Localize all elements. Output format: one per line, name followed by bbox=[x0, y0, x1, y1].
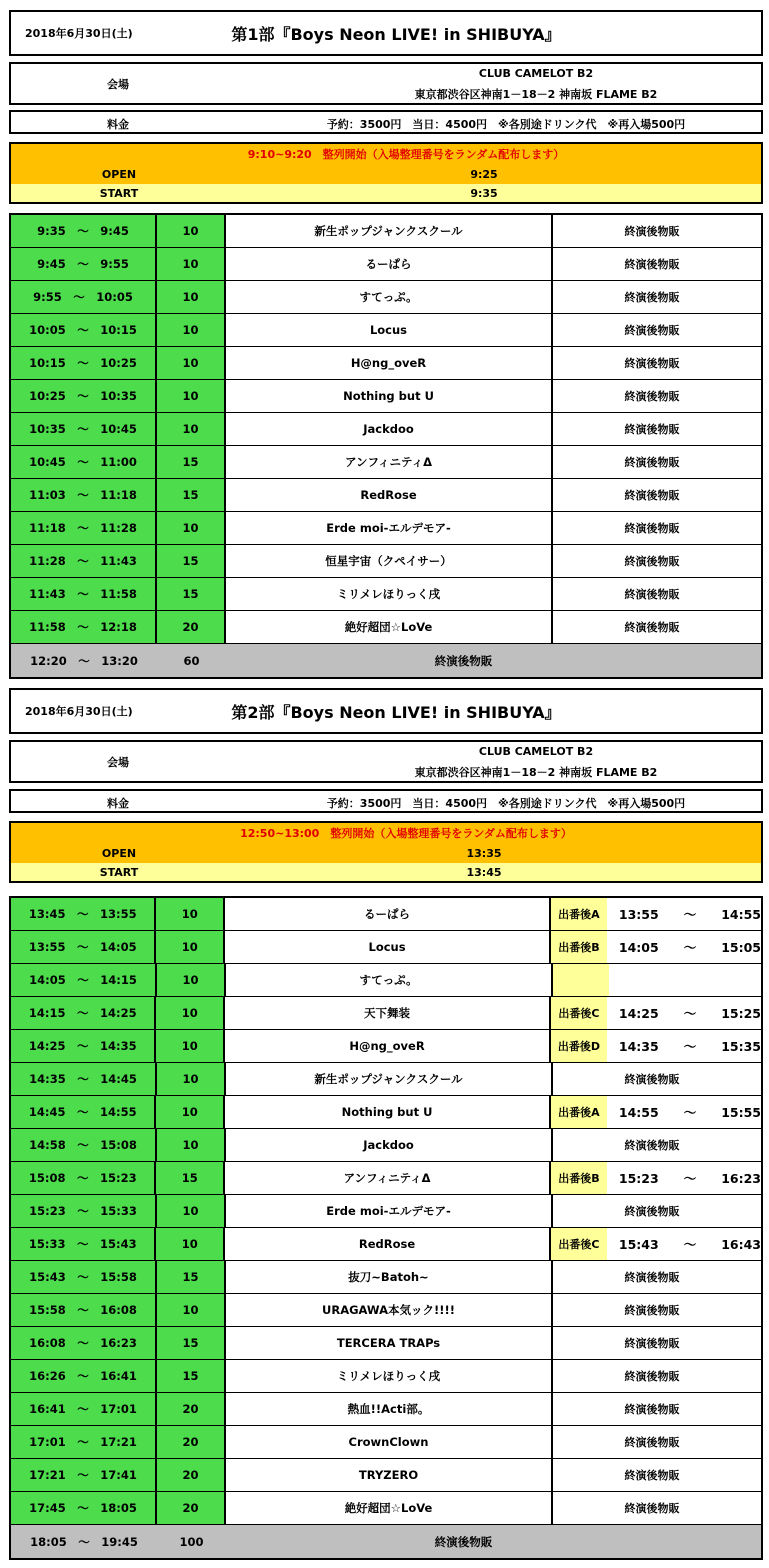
performer-name: アンフィニティΔ bbox=[226, 446, 553, 478]
slot-duration: 15 bbox=[157, 479, 226, 511]
slot-duration: 10 bbox=[156, 1030, 225, 1062]
merch-slot bbox=[551, 898, 761, 930]
slot-time: 17:21 ～ 17:41 bbox=[11, 1459, 157, 1491]
slot-duration: 10 bbox=[157, 347, 226, 379]
fee-text: 予約：3500円 当日：4500円 ※各別途ドリンク代 ※再入場500円 bbox=[326, 118, 686, 131]
merch-note: 終演後物販 bbox=[553, 1063, 761, 1095]
open-row bbox=[11, 843, 761, 863]
table-row bbox=[11, 1327, 761, 1360]
performer-name: Nothing but U bbox=[225, 1096, 551, 1128]
merch-note: 終演後物販 bbox=[553, 1492, 761, 1524]
performer-name: 新生ポップジャンクスクール bbox=[226, 1063, 553, 1095]
slot-time: 13:55 ～ 14:05 bbox=[11, 931, 156, 963]
merch-note: 終演後物販 bbox=[553, 1327, 761, 1359]
venue-address: 東京都渋谷区神南1－18－2 神南坂 FLAME B2 bbox=[414, 88, 658, 101]
door-box bbox=[9, 821, 763, 883]
merch-note: 終演後物販 bbox=[553, 215, 761, 247]
slot-duration: 10 bbox=[157, 1063, 226, 1095]
slot-duration: 15 bbox=[157, 1261, 226, 1293]
slot-duration: 20 bbox=[157, 1459, 226, 1491]
slot-time: 16:41 ～ 17:01 bbox=[11, 1393, 157, 1425]
table-row bbox=[11, 1393, 761, 1426]
slot-time: 14:58 ～ 15:08 bbox=[11, 1129, 157, 1161]
merch-note: 終演後物販 bbox=[553, 347, 761, 379]
slot-time: 10:25 ～ 10:35 bbox=[11, 380, 157, 412]
slot-time: 15:33 ～ 15:43 bbox=[11, 1228, 156, 1260]
merch-group-badge bbox=[553, 964, 609, 996]
slot-duration: 10 bbox=[156, 1096, 225, 1128]
slot-time: 14:15 ～ 14:25 bbox=[11, 997, 156, 1029]
merch-note: 終演後物販 bbox=[553, 1195, 761, 1227]
merch-note: 終演後物販 bbox=[553, 512, 761, 544]
open-time: 13:35 bbox=[466, 846, 502, 860]
event-date: 2018年6月30日(土) bbox=[25, 27, 133, 40]
slot-duration: 10 bbox=[156, 931, 225, 963]
slot-time: 15:58 ～ 16:08 bbox=[11, 1294, 157, 1326]
part2-title-box bbox=[9, 688, 763, 734]
event-date: 2018年6月30日(土) bbox=[25, 705, 133, 718]
start-time: 13:45 bbox=[466, 865, 502, 879]
merch-note: 終演後物販 bbox=[553, 578, 761, 610]
slot-time: 11:43 ～ 11:58 bbox=[11, 578, 157, 610]
merch-time: 13:55 ～ 14:55 bbox=[618, 907, 761, 922]
start-label: START bbox=[99, 186, 139, 200]
merch-group-badge: 出番後C bbox=[551, 997, 607, 1029]
table-row bbox=[11, 1459, 761, 1492]
performer-name: Locus bbox=[226, 314, 553, 346]
slot-time: 15:43 ～ 15:58 bbox=[11, 1261, 157, 1293]
slot-time: 14:25 ～ 14:35 bbox=[11, 1030, 156, 1062]
part1-title-box bbox=[9, 10, 763, 56]
slot-duration: 15 bbox=[156, 1162, 225, 1194]
table-row bbox=[11, 1129, 761, 1162]
merch-group-badge: 出番後B bbox=[551, 931, 607, 963]
slot-time: 9:35 ～ 9:45 bbox=[11, 215, 157, 247]
final-merch-note: 終演後物販 bbox=[434, 653, 493, 668]
slot-duration: 15 bbox=[157, 446, 226, 478]
slot-duration: 10 bbox=[156, 997, 225, 1029]
table-row bbox=[11, 1261, 761, 1294]
merch-note: 終演後物販 bbox=[553, 479, 761, 511]
slot-time: 11:03 ～ 11:18 bbox=[11, 479, 157, 511]
merch-group-badge: 出番後A bbox=[551, 898, 607, 930]
table-row bbox=[11, 1294, 761, 1327]
lineup-notice: 9:10~9:20 整列開始（入場整理番号をランダム配布します） bbox=[11, 144, 761, 164]
performer-name: 絶好超団☆LoVe bbox=[226, 611, 553, 643]
merch-note: 終演後物販 bbox=[553, 413, 761, 445]
final-merch-duration: 100 bbox=[179, 1534, 204, 1549]
merch-time: 15:23 ～ 16:23 bbox=[618, 1171, 761, 1186]
fee-box bbox=[9, 110, 763, 134]
slot-time: 10:05 ～ 10:15 bbox=[11, 314, 157, 346]
slot-time: 16:08 ～ 16:23 bbox=[11, 1327, 157, 1359]
table-row bbox=[11, 1492, 761, 1525]
slot-time: 11:28 ～ 11:43 bbox=[11, 545, 157, 577]
final-merch-note: 終演後物販 bbox=[434, 1534, 493, 1549]
performer-name: H@ng_oveR bbox=[225, 1030, 551, 1062]
table-row bbox=[11, 1096, 761, 1129]
performer-name: TERCERA TRAPs bbox=[226, 1327, 553, 1359]
merch-note: 終演後物販 bbox=[553, 446, 761, 478]
table-row bbox=[11, 347, 761, 380]
slot-time: 10:45 ～ 11:00 bbox=[11, 446, 157, 478]
table-row bbox=[11, 479, 761, 512]
table-row bbox=[11, 1228, 761, 1261]
merch-note: 終演後物販 bbox=[553, 1129, 761, 1161]
merch-note: 終演後物販 bbox=[553, 314, 761, 346]
venue-name: CLUB CAMELOT B2 bbox=[478, 67, 594, 80]
merch-group-badge: 出番後B bbox=[551, 1162, 607, 1194]
merch-group-badge: 出番後D bbox=[551, 1030, 607, 1062]
final-merch-duration: 60 bbox=[183, 653, 200, 668]
final-merch-time: 18:05 ～ 19:45 bbox=[30, 1534, 138, 1549]
slot-duration: 10 bbox=[156, 1228, 225, 1260]
slot-duration: 10 bbox=[157, 314, 226, 346]
slot-time: 14:35 ～ 14:45 bbox=[11, 1063, 157, 1095]
slot-time: 10:35 ～ 10:45 bbox=[11, 413, 157, 445]
performer-name: すてっぷ。 bbox=[226, 281, 553, 313]
performer-name: URAGAWA本気ック!!!! bbox=[226, 1294, 553, 1326]
door-box bbox=[9, 142, 763, 204]
performer-name: 恒星宇宙（クペイサー） bbox=[226, 545, 553, 577]
merch-time: 14:05 ～ 15:05 bbox=[618, 940, 761, 955]
table-row bbox=[11, 545, 761, 578]
performer-name: Jackdoo bbox=[226, 1129, 553, 1161]
table-row bbox=[11, 446, 761, 479]
table-row bbox=[11, 248, 761, 281]
merch-slot bbox=[551, 1096, 761, 1128]
performer-name: RedRose bbox=[225, 1228, 551, 1260]
slot-time: 10:15 ～ 10:25 bbox=[11, 347, 157, 379]
venue-address: 東京都渋谷区神南1－18－2 神南坂 FLAME B2 bbox=[414, 766, 658, 779]
performer-name: 新生ポップジャンクスクール bbox=[226, 215, 553, 247]
merch-note: 終演後物販 bbox=[553, 1459, 761, 1491]
performer-name: 絶好超団☆LoVe bbox=[226, 1492, 553, 1524]
table-row bbox=[11, 512, 761, 545]
performer-name: 天下舞装 bbox=[225, 997, 551, 1029]
slot-duration: 10 bbox=[157, 413, 226, 445]
merch-note: 終演後物販 bbox=[553, 380, 761, 412]
performer-name: TRYZERO bbox=[226, 1459, 553, 1491]
slot-time: 13:45 ～ 13:55 bbox=[11, 898, 156, 930]
table-row bbox=[11, 1063, 761, 1096]
venue-box bbox=[9, 62, 763, 105]
performer-name: るーぱら bbox=[226, 248, 553, 280]
merch-note: 終演後物販 bbox=[553, 1360, 761, 1392]
performer-name: ミリメレほりっく戌 bbox=[226, 1360, 553, 1392]
merch-note: 終演後物販 bbox=[553, 281, 761, 313]
table-row bbox=[11, 281, 761, 314]
slot-time: 17:45 ～ 18:05 bbox=[11, 1492, 157, 1524]
table-row bbox=[11, 1426, 761, 1459]
slot-duration: 15 bbox=[157, 1360, 226, 1392]
final-merch-time: 12:20 ～ 13:20 bbox=[30, 653, 138, 668]
performer-name: すてっぷ。 bbox=[226, 964, 553, 996]
slot-duration: 20 bbox=[157, 611, 226, 643]
performer-name: Jackdoo bbox=[226, 413, 553, 445]
merch-slot bbox=[551, 1162, 761, 1194]
slot-time: 9:45 ～ 9:55 bbox=[11, 248, 157, 280]
slot-duration: 10 bbox=[157, 964, 226, 996]
event-title: 第1部『Boys Neon LIVE! in SHIBUYA』 bbox=[231, 24, 561, 44]
slot-time: 15:23 ～ 15:33 bbox=[11, 1195, 157, 1227]
merch-slot bbox=[551, 1228, 761, 1260]
performer-name: Nothing but U bbox=[226, 380, 553, 412]
performer-name: アンフィニティΔ bbox=[225, 1162, 551, 1194]
fee-label: 料金 bbox=[107, 797, 129, 810]
slot-duration: 10 bbox=[156, 898, 225, 930]
merch-slot bbox=[551, 931, 761, 963]
open-label: OPEN bbox=[101, 167, 137, 181]
merch-time: 14:55 ～ 15:55 bbox=[618, 1105, 761, 1120]
slot-duration: 10 bbox=[157, 512, 226, 544]
part1-schedule-table bbox=[9, 213, 763, 679]
fee-label: 料金 bbox=[107, 118, 129, 131]
performer-name: Erde moi-エルデモア- bbox=[226, 1195, 553, 1227]
slot-duration: 10 bbox=[157, 248, 226, 280]
performer-name: 熱血!!Acti部。 bbox=[226, 1393, 553, 1425]
lineup-notice: 12:50~13:00 整列開始（入場整理番号をランダム配布します） bbox=[11, 823, 761, 843]
merch-time: 14:25 ～ 15:25 bbox=[618, 1006, 761, 1021]
merch-note: 終演後物販 bbox=[553, 1426, 761, 1458]
start-label: START bbox=[99, 865, 139, 879]
slot-time: 17:01 ～ 17:21 bbox=[11, 1426, 157, 1458]
slot-time: 11:58 ～ 12:18 bbox=[11, 611, 157, 643]
slot-duration: 20 bbox=[157, 1492, 226, 1524]
merch-note: 終演後物販 bbox=[553, 545, 761, 577]
merch-note: 終演後物販 bbox=[553, 248, 761, 280]
fee-box bbox=[9, 789, 763, 813]
slot-time: 11:18 ～ 11:28 bbox=[11, 512, 157, 544]
open-label: OPEN bbox=[101, 846, 137, 860]
merch-note: 終演後物販 bbox=[553, 611, 761, 643]
start-row bbox=[11, 863, 761, 881]
slot-duration: 10 bbox=[157, 1195, 226, 1227]
table-row bbox=[11, 964, 761, 997]
performer-name: Erde moi-エルデモア- bbox=[226, 512, 553, 544]
slot-time: 15:08 ～ 15:23 bbox=[11, 1162, 156, 1194]
merch-slot bbox=[553, 964, 761, 996]
venue-box bbox=[9, 740, 763, 783]
table-row bbox=[11, 1030, 761, 1063]
performer-name: るーぱら bbox=[225, 898, 551, 930]
slot-time: 14:05 ～ 14:15 bbox=[11, 964, 157, 996]
table-row bbox=[11, 1360, 761, 1393]
table-row bbox=[11, 215, 761, 248]
merch-group-badge: 出番後C bbox=[551, 1228, 607, 1260]
slot-duration: 10 bbox=[157, 1294, 226, 1326]
venue-name: CLUB CAMELOT B2 bbox=[478, 745, 594, 758]
merch-time: 14:35 ～ 15:35 bbox=[618, 1039, 761, 1054]
table-row bbox=[11, 1162, 761, 1195]
slot-duration: 10 bbox=[157, 380, 226, 412]
fee-text: 予約：3500円 当日：4500円 ※各別途ドリンク代 ※再入場500円 bbox=[326, 797, 686, 810]
venue-label: 会場 bbox=[107, 756, 129, 769]
merch-note: 終演後物販 bbox=[553, 1294, 761, 1326]
table-row bbox=[11, 380, 761, 413]
slot-duration: 20 bbox=[157, 1393, 226, 1425]
slot-duration: 10 bbox=[157, 281, 226, 313]
performer-name: 抜刀~Batoh~ bbox=[226, 1261, 553, 1293]
open-row bbox=[11, 164, 761, 184]
table-row bbox=[11, 898, 761, 931]
performer-name: ミリメレほりっく戌 bbox=[226, 578, 553, 610]
slot-duration: 15 bbox=[157, 1327, 226, 1359]
performer-name: Locus bbox=[225, 931, 551, 963]
table-row bbox=[11, 997, 761, 1030]
table-row bbox=[11, 413, 761, 446]
open-time: 9:25 bbox=[470, 167, 498, 181]
table-row bbox=[11, 314, 761, 347]
start-row bbox=[11, 184, 761, 202]
slot-duration: 10 bbox=[157, 1129, 226, 1161]
part2-schedule-table bbox=[9, 896, 763, 1560]
final-merch-row bbox=[11, 644, 761, 677]
performer-name: CrownClown bbox=[226, 1426, 553, 1458]
merch-group-badge: 出番後A bbox=[551, 1096, 607, 1128]
merch-note: 終演後物販 bbox=[553, 1261, 761, 1293]
merch-slot bbox=[551, 997, 761, 1029]
slot-duration: 15 bbox=[157, 578, 226, 610]
final-merch-row bbox=[11, 1525, 761, 1558]
merch-note: 終演後物販 bbox=[553, 1393, 761, 1425]
slot-time: 14:45 ～ 14:55 bbox=[11, 1096, 156, 1128]
table-row bbox=[11, 578, 761, 611]
table-row bbox=[11, 1195, 761, 1228]
slot-duration: 20 bbox=[157, 1426, 226, 1458]
slot-time: 16:26 ～ 16:41 bbox=[11, 1360, 157, 1392]
venue-label: 会場 bbox=[107, 78, 129, 91]
slot-time: 9:55 ～ 10:05 bbox=[11, 281, 157, 313]
merch-slot bbox=[551, 1030, 761, 1062]
event-title: 第2部『Boys Neon LIVE! in SHIBUYA』 bbox=[231, 702, 561, 722]
merch-time: 15:43 ～ 16:43 bbox=[618, 1237, 761, 1252]
performer-name: H@ng_oveR bbox=[226, 347, 553, 379]
performer-name: RedRose bbox=[226, 479, 553, 511]
table-row bbox=[11, 931, 761, 964]
start-time: 9:35 bbox=[470, 186, 498, 200]
slot-duration: 10 bbox=[157, 215, 226, 247]
table-row bbox=[11, 611, 761, 644]
slot-duration: 15 bbox=[157, 545, 226, 577]
